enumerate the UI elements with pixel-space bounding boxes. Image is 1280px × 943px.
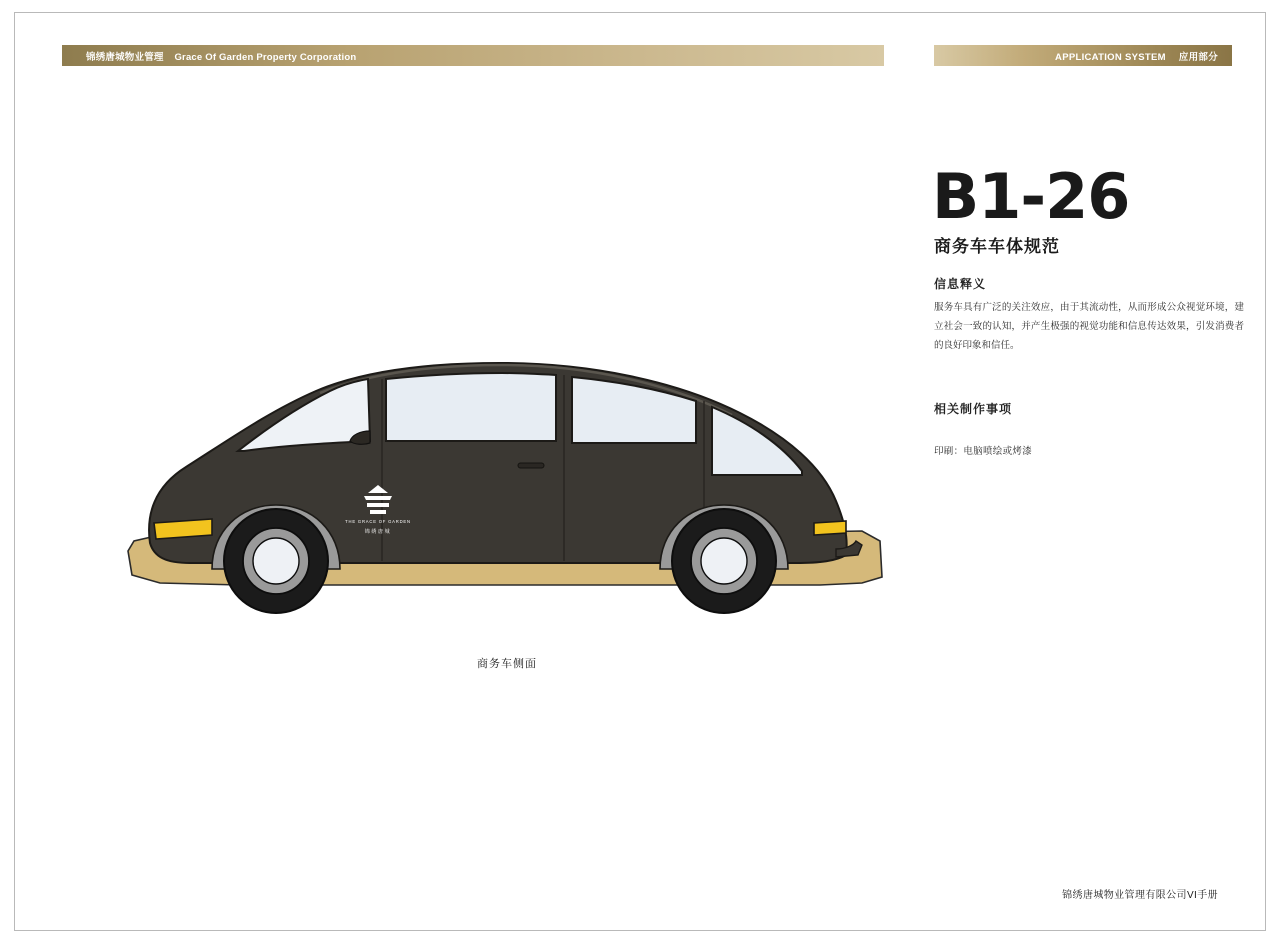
header-left-title-cn: 锦绣唐城物业管理 <box>86 51 164 63</box>
brand-logo-line-2: 锦绣唐城 <box>364 529 392 535</box>
section-body-info: 服务车具有广泛的关注效应，由于其流动性，从而形成公众视觉环境，建立社会一致的认知，并产生极强的视觉功能和信息传达效果，引发消费者的良好印象和信任。 <box>934 302 1244 351</box>
vehicle-wheel-front-hub <box>253 538 299 584</box>
vehicle-window-rear <box>712 407 802 475</box>
footer-text: 锦绣唐城物业管理有限公司VI手册 <box>1062 890 1218 901</box>
vehicle-window-front <box>386 373 556 441</box>
header-right-title <box>1055 49 1218 63</box>
vehicle-caption: 商务车侧面 <box>477 658 537 670</box>
section-heading-production: 相关制作事项 <box>934 402 1013 416</box>
vehicle-headlight <box>154 519 212 539</box>
header-left-title-en: Grace Of Garden Property Corporation <box>174 51 357 63</box>
vehicle-window-middle <box>572 377 696 443</box>
vehicle-taillight <box>814 521 846 535</box>
page-code: B1-26 <box>932 160 1130 233</box>
header-right-title-en: APPLICATION SYSTEM <box>1055 51 1166 63</box>
section-note-production: 印刷：电脑喷绘或烤漆 <box>934 446 1033 457</box>
brand-logo-line-1: THE GRACE OF GARDEN <box>345 519 411 524</box>
section-heading-info: 信息释义 <box>934 277 987 291</box>
vehicle-door-handle-front <box>518 463 544 468</box>
vehicle-illustration <box>120 355 900 630</box>
header-left-title <box>86 49 356 63</box>
header-right-title-cn: 应用部分 <box>1178 51 1218 63</box>
vehicle-wheel-rear-hub <box>701 538 747 584</box>
header-bar-left <box>62 45 884 66</box>
page-title: 商务车车体规范 <box>934 237 1060 256</box>
header-bar-right <box>934 45 1232 66</box>
